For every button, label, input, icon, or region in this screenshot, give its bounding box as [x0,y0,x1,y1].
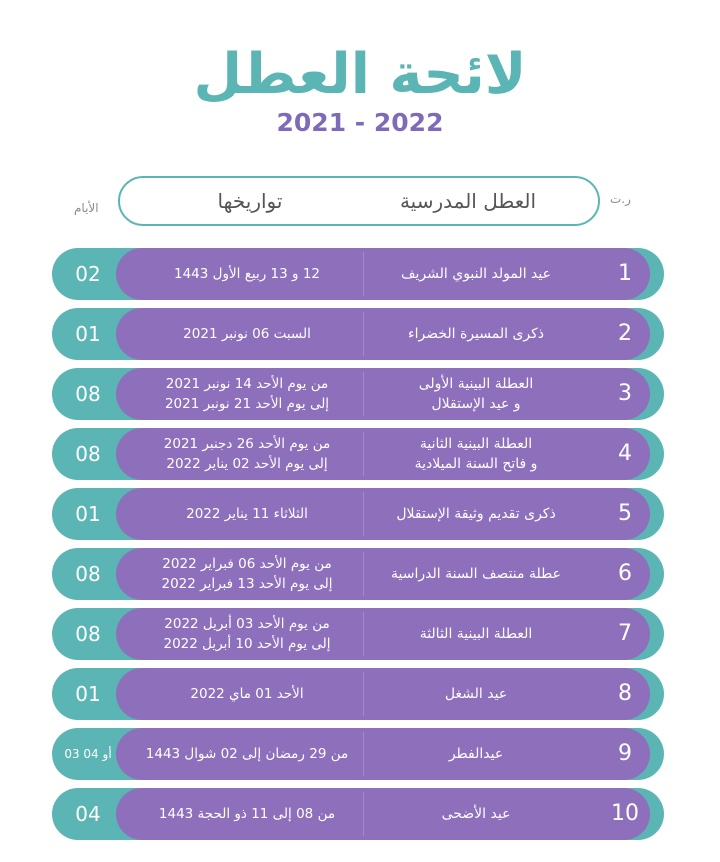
table-row [52,428,664,480]
day-count: 01 [75,502,101,526]
vacation-name [362,728,590,780]
row-number: 3 [618,381,632,406]
row-number: 6 [618,561,632,586]
vacation-name-line: عيد الأضحى [441,806,511,822]
table-row [52,788,664,840]
day-count: 02 [75,262,101,286]
vacation-dates [130,668,364,720]
day-count: 01 [75,682,101,706]
vacation-name-line: العطلة البينية الثانية [419,436,533,452]
vacation-name [362,788,590,840]
row-number: 7 [618,621,632,646]
table-row [52,368,664,420]
vacation-name [362,248,590,300]
table-row [52,668,664,720]
vacation-date-line: الأحد 01 ماي 2022 [190,686,304,702]
table-row [52,728,664,780]
vacation-dates [130,308,364,360]
header-dates: تواريخها [217,189,283,213]
vacation-name-line: العطلة البينية الأولى [418,376,534,392]
table-row [52,608,664,660]
vacation-date-line: من يوم الأحد 03 أبريل 2022 [164,616,330,632]
page-title: لائحة العطل [193,42,527,107]
header-days: الأيام [74,201,99,215]
day-count: 08 [75,382,101,406]
table-row [52,308,664,360]
day-count: 01 [75,322,101,346]
day-count: 08 [75,562,101,586]
vacation-name-line: عيدالفطر [448,746,504,762]
vacation-name-line: ذكرى تقديم وثيقة الإستقلال [396,506,556,522]
vacation-dates [130,428,364,480]
vacation-name [362,488,590,540]
vacation-date-line: من 08 إلى 11 ذو الحجة 1443 [158,806,336,822]
table-row [52,248,664,300]
row-number: 4 [618,441,632,466]
vacation-name-line: و عيد الإستقلال [431,396,521,412]
row-number: 10 [611,801,639,826]
row-number: 1 [618,261,632,286]
vacation-dates [130,548,364,600]
header-rt: ر.ت [610,192,631,206]
vacation-name-line: العطلة البينية الثالثة [419,626,533,642]
header-vacations: العطل المدرسية [399,189,537,213]
vacation-date-line: الثلاثاء 11 يناير 2022 [186,506,308,522]
vacation-dates [130,488,364,540]
row-number: 9 [618,741,632,766]
vacation-date-line: من 29 رمضان إلى 02 شوال 1443 [145,746,349,762]
row-number: 5 [618,501,632,526]
row-number: 8 [618,681,632,706]
vacation-name-line: عيد الشغل [444,686,508,702]
vacation-name-line: عيد المولد النبوي الشريف [401,266,551,282]
vacation-name [362,428,590,480]
day-count: 08 [75,622,101,646]
vacation-date-line: إلى يوم الأحد 02 يناير 2022 [166,456,328,472]
vacation-name [362,548,590,600]
vacation-name-line: عطلة منتصف السنة الدراسية [391,566,561,582]
vacation-dates [130,368,364,420]
vacation-dates [130,728,364,780]
vacation-name-line: ذكرى المسيرة الخضراء [407,326,545,342]
vacation-name [362,308,590,360]
table-row [52,548,664,600]
day-count: 04 [75,802,101,826]
vacation-date-line: إلى يوم الأحد 13 فبراير 2022 [161,576,333,592]
vacation-dates [130,788,364,840]
vacation-dates [130,248,364,300]
day-count: 08 [75,442,101,466]
vacation-date-line: إلى يوم الأحد 21 نونبر 2021 [164,396,330,412]
vacation-date-line: إلى يوم الأحد 10 أبريل 2022 [163,636,331,652]
school-year: 2021 - 2022 [276,108,444,137]
vacation-date-line: السبت 06 نونبر 2021 [183,326,311,342]
vacation-date-line: من يوم الأحد 14 نونبر 2021 [165,376,329,392]
vacation-name [362,668,590,720]
vacation-name-line: و فاتح السنة الميلادية [414,456,538,472]
vacation-date-line: من يوم الأحد 26 دجنبر 2021 [163,436,331,452]
vacation-dates [130,608,364,660]
vacation-date-line: 12 و 13 ربيع الأول 1443 [173,266,321,282]
vacation-name [362,608,590,660]
vacation-date-line: من يوم الأحد 06 فبراير 2022 [162,556,332,572]
row-number: 2 [618,321,632,346]
vacation-name [362,368,590,420]
table-header [118,176,600,226]
table-row [52,488,664,540]
day-count: 03 أو 04 [64,747,112,761]
